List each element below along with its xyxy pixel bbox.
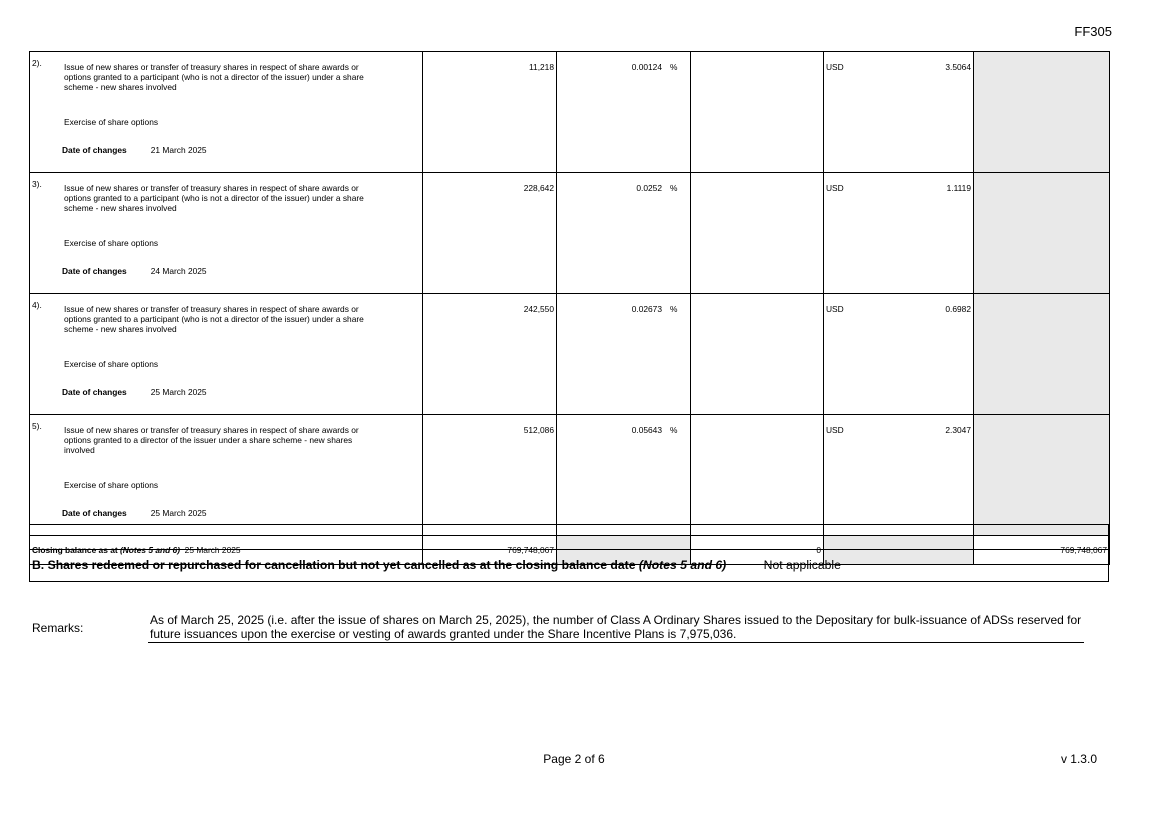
event-shares: 11,218 [423, 52, 557, 173]
event-percentage: 0.0252 [636, 183, 662, 193]
event-date-line [62, 266, 207, 276]
event-price-cell [824, 294, 974, 415]
event-price: 1.1119 [946, 183, 971, 193]
event-shares: 242,550 [423, 294, 557, 415]
event-percentage: 0.05643 [631, 425, 662, 435]
event-description: Issue of new shares or transfer of treasury shares in respect of share awards or options granted to a director of the issuer under a share scheme - new shares involved [64, 425, 359, 455]
event-percentage-cell [557, 294, 691, 415]
event-sub-description: Exercise of share options [64, 117, 159, 127]
event-grey-cell [974, 294, 1110, 415]
event-currency: USD [826, 304, 844, 314]
event-row [30, 173, 1110, 294]
closing-date: 25 March 2025 [184, 545, 241, 555]
date-label: Date of changes [62, 387, 127, 397]
event-price-cell [824, 415, 974, 536]
share-movements-table [29, 51, 1110, 565]
event-price-cell [824, 173, 974, 294]
date-label: Date of changes [62, 145, 127, 155]
event-currency: USD [826, 62, 844, 72]
event-price-cell [824, 52, 974, 173]
percent-sign: % [670, 304, 678, 314]
event-date-line [62, 387, 207, 397]
event-description: Issue of new shares or transfer of treasury shares in respect of share awards or options granted to a participant (who is not a director of the issuer) under a share scheme - new shares involved [64, 62, 364, 92]
event-grey-cell [974, 173, 1110, 294]
event-description-cell [30, 294, 423, 415]
closing-treasury: 0 [691, 536, 824, 565]
event-empty-cell [691, 52, 824, 173]
percent-sign: % [670, 183, 678, 193]
event-date-line [62, 145, 207, 155]
date-label: Date of changes [62, 266, 127, 276]
section-b-title: B. Shares redeemed or repurchased for cancellation but not yet cancelled as at the closing balance date [32, 558, 636, 572]
section-b-notes: (Notes 5 and 6) [638, 558, 727, 572]
remarks-text: As of March 25, 2025 (i.e. after the issue of shares on March 25, 2025), the number of Class A Ordinary Shares issued to the Depositary for bulk-issuance of ADSs reserved for future issuances upon the exercise or vesting of awards granted under the Share Incentive Plans is 7,975,036. [148, 613, 1084, 643]
event-description-cell [30, 52, 423, 173]
event-grey-cell [974, 52, 1110, 173]
section-b-value: Not applicable [763, 558, 841, 572]
event-sub-description: Exercise of share options [64, 480, 159, 490]
event-row [30, 294, 1110, 415]
section-b [29, 524, 1109, 582]
event-grey-cell [974, 415, 1110, 536]
event-row [30, 52, 1110, 173]
event-date: 24 March 2025 [150, 266, 207, 276]
event-percentage-cell [557, 52, 691, 173]
event-description-cell [30, 415, 423, 536]
page-number: Page 2 of 6 [543, 752, 605, 766]
event-shares: 228,642 [423, 173, 557, 294]
form-version: v 1.3.0 [1060, 752, 1097, 766]
event-description: Issue of new shares or transfer of treasury shares in respect of share awards or options granted to a participant (who is not a director of the issuer) under a share scheme - new shares involved [64, 183, 364, 213]
event-sub-description: Exercise of share options [64, 359, 159, 369]
event-price: 0.6982 [945, 304, 971, 314]
event-percentage-cell [557, 415, 691, 536]
event-number: 3). [32, 179, 42, 189]
event-shares: 512,086 [423, 415, 557, 536]
event-description-cell [30, 173, 423, 294]
event-date: 25 March 2025 [150, 387, 207, 397]
section-b-text [32, 558, 841, 572]
event-date: 25 March 2025 [150, 508, 207, 518]
closing-label: Closing balance as at [32, 545, 118, 555]
event-number: 4). [32, 300, 42, 310]
event-date: 21 March 2025 [150, 145, 207, 155]
percent-sign: % [670, 425, 678, 435]
closing-notes: (Notes 5 and 6) [119, 545, 181, 555]
event-empty-cell [691, 173, 824, 294]
event-number: 2). [32, 58, 42, 68]
date-label: Date of changes [62, 508, 127, 518]
event-empty-cell [691, 415, 824, 536]
event-percentage: 0.02673 [631, 304, 662, 314]
event-row [30, 415, 1110, 536]
closing-total: 769,748,067 [974, 536, 1110, 565]
form-code: FF305 [1074, 24, 1112, 39]
event-price: 3.5064 [945, 62, 971, 72]
event-currency: USD [826, 425, 844, 435]
event-percentage: 0.00124 [631, 62, 662, 72]
event-number: 5). [32, 421, 42, 431]
event-empty-cell [691, 294, 824, 415]
remarks-label: Remarks: [32, 621, 84, 635]
event-currency: USD [826, 183, 844, 193]
event-sub-description: Exercise of share options [64, 238, 159, 248]
event-description: Issue of new shares or transfer of treasury shares in respect of share awards or options granted to a participant (who is not a director of the issuer) under a share scheme - new shares involved [64, 304, 364, 334]
closing-shares: 769,748,067 [423, 536, 557, 565]
event-price: 2.3047 [945, 425, 971, 435]
percent-sign: % [670, 62, 678, 72]
event-date-line [62, 508, 207, 518]
section-divider [30, 549, 1108, 550]
event-percentage-cell [557, 173, 691, 294]
